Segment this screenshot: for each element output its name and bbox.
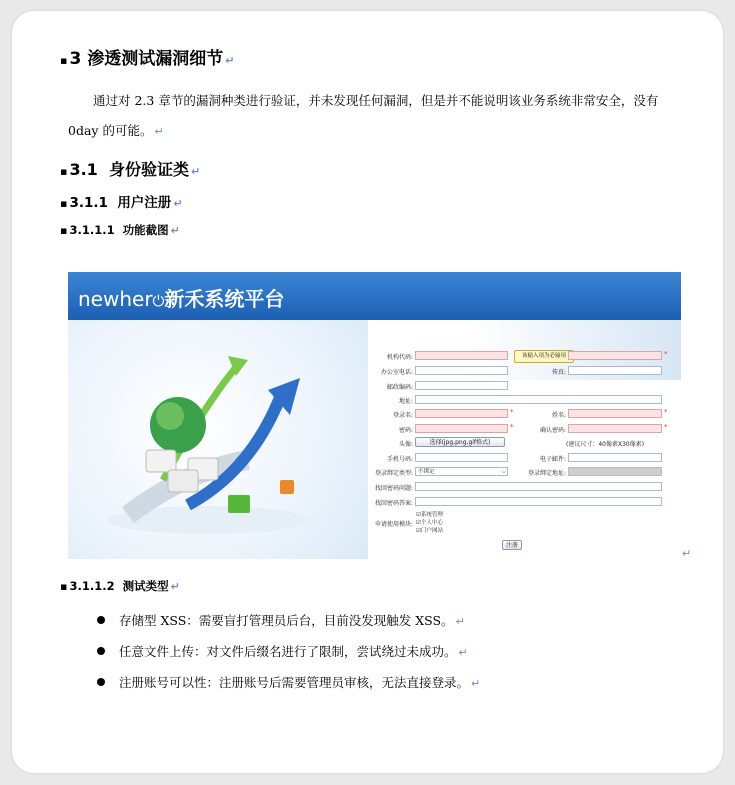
chevron-down-icon: ⌵ [501, 469, 506, 475]
required-star: * [664, 423, 668, 431]
paragraph-mark: ↵ [190, 165, 201, 178]
fax-input[interactable] [568, 366, 662, 375]
org-name-input[interactable] [568, 351, 662, 360]
heading-marker: ▪ [60, 165, 68, 178]
registration-screenshot [68, 272, 681, 559]
module-checkbox[interactable] [416, 526, 443, 534]
recover-answer-label: 找回密码答案: [374, 500, 413, 507]
paragraph-mark: ↵ [682, 547, 692, 560]
confirm-password-label: 确认密码: [539, 427, 566, 434]
bind-type-select[interactable] [415, 467, 508, 476]
intro-paragraph [68, 86, 688, 147]
heading-number: 3.1.1.1 [69, 223, 115, 237]
heading-marker: ▪ [60, 54, 68, 67]
paragraph-mark: ↵ [170, 224, 180, 237]
apply-modules-label: 申请使用模块: [374, 521, 413, 528]
list-item [97, 637, 480, 668]
login-name-label: 登录名: [392, 412, 413, 419]
power-icon: ⏻ [152, 292, 165, 310]
org-code-input[interactable] [415, 351, 508, 360]
bullet-icon [97, 647, 105, 655]
paragraph-mark: ↵ [170, 580, 180, 593]
heading-3-1-1-2 [60, 578, 180, 594]
paragraph-mark: ↵ [154, 125, 164, 138]
intro-text: 通过对 2.3 章节的漏洞种类进行验证，并未发现任何漏洞，但是并不能说明该业务系统非常安全，没有 0day 的可能。 [68, 93, 659, 138]
bind-address-input [568, 467, 662, 476]
email-input[interactable] [568, 453, 662, 462]
address-input[interactable] [415, 395, 662, 404]
paragraph-mark: ↵ [455, 615, 465, 628]
list-item-text: 任意文件上传：对文件后缀名进行了限制，尝试绕过未成功。 [119, 644, 457, 659]
list-item [97, 668, 480, 699]
avatar-upload-button[interactable]: 选择(jpg,png,gif格式) [415, 437, 505, 447]
registration-form [68, 272, 681, 559]
heading-3-1 [60, 157, 200, 180]
postcode-label: 邮政编码: [386, 384, 413, 391]
heading-3 [60, 44, 234, 69]
heading-marker: ▪ [60, 224, 68, 237]
heading-number: 3.1.1.2 [69, 579, 115, 593]
check-icon: ☑ [416, 528, 421, 534]
name-label: 姓名: [551, 412, 566, 419]
paragraph-mark: ↵ [225, 54, 235, 67]
heading-title: 功能截图 [122, 223, 169, 237]
heading-number: 3 [69, 49, 82, 69]
bind-address-label: 登录绑定地址: [527, 470, 566, 477]
avatar-size-hint: (建议尺寸：40像素X30像素) [566, 441, 645, 448]
register-button[interactable]: 注册 [502, 540, 522, 550]
list-item-text: 注册账号可以性：注册账号后需要管理员审核，无法直接登录。 [119, 675, 470, 690]
heading-number: 3.1 [69, 160, 98, 179]
module-label: 系统管理 [420, 512, 443, 518]
required-star: * [510, 423, 514, 431]
fax-label: 传真: [551, 369, 566, 376]
heading-3-1-1 [60, 191, 183, 211]
check-icon: ☑ [416, 512, 421, 518]
logo-title: 新禾系统平台 [164, 287, 285, 311]
list-item [97, 606, 480, 637]
check-icon: ☑ [416, 520, 421, 526]
required-tooltip: 该输入项为必输项 [514, 350, 574, 363]
bind-type-label: 登录绑定类型: [374, 470, 413, 477]
org-code-label: 机构代码: [386, 354, 413, 361]
paragraph-mark: ↵ [471, 677, 481, 690]
module-label: 个人中心 [420, 520, 443, 526]
module-label: 门户网站 [420, 528, 443, 534]
paragraph-mark: ↵ [173, 197, 183, 210]
bind-type-value: 不绑定 [418, 469, 435, 475]
address-label: 地址: [398, 398, 413, 405]
required-star: * [510, 408, 514, 416]
office-phone-input[interactable] [415, 366, 508, 375]
mobile-input[interactable] [415, 453, 508, 462]
office-phone-label: 办公室电话: [380, 369, 413, 376]
test-type-list [97, 606, 480, 699]
recover-answer-input[interactable] [415, 497, 662, 506]
password-input[interactable] [415, 424, 508, 433]
bullet-icon [97, 678, 105, 686]
required-star: * [664, 350, 668, 358]
heading-title: 渗透测试漏洞细节 [87, 49, 224, 69]
mobile-label: 手机号码: [386, 456, 413, 463]
recover-question-label: 找回密码问题: [374, 485, 413, 492]
password-label: 密码: [398, 427, 413, 434]
logo-brand: newher [78, 287, 153, 311]
module-checkbox[interactable] [416, 510, 443, 518]
list-item-text: 存储型 XSS：需要盲打管理员后台，目前没发现触发 XSS。 [119, 613, 454, 628]
login-name-input[interactable] [415, 409, 508, 418]
paragraph-mark: ↵ [458, 646, 468, 659]
heading-marker: ▪ [60, 197, 68, 210]
avatar-label: 头像: [398, 441, 413, 448]
heading-title: 测试类型 [122, 579, 169, 593]
confirm-password-input[interactable] [568, 424, 662, 433]
heading-3-1-1-1 [60, 222, 180, 238]
recover-question-input[interactable] [415, 482, 662, 491]
bullet-icon [97, 616, 105, 624]
heading-title: 身份验证类 [108, 160, 189, 179]
heading-number: 3.1.1 [69, 195, 108, 211]
heading-title: 用户注册 [117, 195, 172, 211]
postcode-input[interactable] [415, 381, 508, 390]
module-checkbox[interactable] [416, 518, 443, 526]
required-star: * [664, 408, 668, 416]
heading-marker: ▪ [60, 580, 68, 593]
name-input[interactable] [568, 409, 662, 418]
email-label: 电子邮件: [539, 456, 566, 463]
